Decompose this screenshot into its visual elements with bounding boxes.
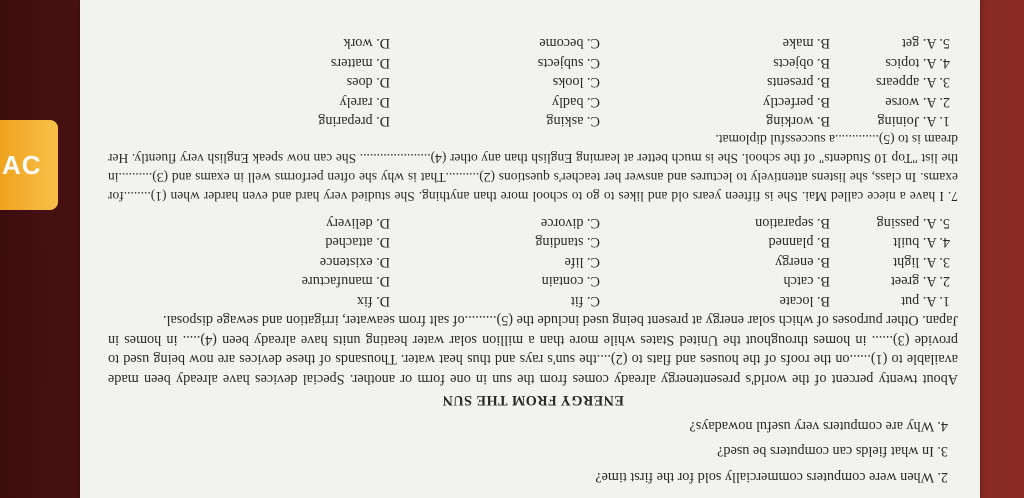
option: C. contain — [541, 273, 600, 290]
question-2: 2. When were computers commercially sold for the first time? — [595, 469, 948, 485]
reading-passage-1: About twenty percent of the world's presentenergy already comes from the sun in one form or another. Special devices have already been made available to (1)......on the roofs of the houses and flats to (2)....the sun's rays and thus heat water. Thousands of these devices are now being used to provide (3)...... in homes throughout the United States while more than a million solar water heating units have already been (4)..... in homes in Japan. Other purposes of which solar energy at present being used include the (5).........of salt from seawater, irrigation and sewage disposal. — [108, 312, 958, 387]
option: D. delivery — [326, 215, 390, 231]
options-row-1-5 — [108, 213, 950, 233]
option: C. life — [564, 254, 600, 270]
question-4: 4. Why are computers very useful nowadays? — [689, 418, 948, 434]
option: D. manufacture — [301, 273, 390, 290]
option: 3. A. light — [893, 254, 950, 270]
option: B. separation — [755, 215, 830, 231]
option: 1. A. put — [901, 293, 950, 309]
option: B. perfectly — [763, 94, 830, 110]
option: D. matters — [330, 55, 390, 71]
options-row-2-5 — [108, 33, 950, 53]
option: 2. A. worse — [885, 94, 950, 110]
option: 1. A. Joining — [877, 113, 950, 130]
option: B. planned — [768, 234, 830, 251]
option: 4. A. built — [893, 234, 950, 251]
option: C. badly — [551, 94, 600, 110]
option: C. subjects — [537, 55, 600, 71]
option: B. presents — [766, 74, 830, 91]
option: 5. A. passing — [876, 215, 950, 231]
options-row-1-2 — [108, 271, 950, 291]
option: C. standing — [535, 234, 600, 251]
option: C. fit — [570, 293, 600, 309]
option: C. divorce — [540, 215, 600, 231]
reading-passage-2: 7. I have a niece called Mai. She is fifteen years old and likes to go to school more than anything. She studied very hard and even harder when (1)........for exams. In class, she listens attentively to lectures and answer her teacher's questions (2)..........That is why she often performs well in exams and (3)..........in the list "Top 10 Students" of the school. She is much better at learning English than any other (4)..................... She can now speak English very fluently. Her dream is to (5).............a successful diplomat. — [108, 132, 958, 205]
option: 4. A. topics — [885, 55, 950, 71]
option: C. looks — [552, 74, 600, 91]
option: D. preparing — [318, 113, 390, 130]
option: 2. A. greet — [890, 273, 950, 290]
reading-title: ENERGY FROM THE SUN — [442, 392, 624, 409]
option: B. energy — [775, 254, 830, 270]
option: 5. A. get — [901, 35, 950, 52]
worksheet-paper — [80, 0, 980, 498]
options-row-2-3 — [108, 72, 950, 92]
option: C. asking — [546, 113, 600, 130]
options-row-2-2 — [108, 92, 950, 112]
orange-side-tab — [0, 120, 58, 210]
option: D. work — [343, 35, 390, 52]
option: B. working — [766, 113, 830, 130]
worksheet-content — [108, 33, 958, 486]
options-row-2-4 — [108, 53, 950, 73]
options-row-2-1 — [108, 111, 950, 131]
option: B. objects — [773, 55, 830, 71]
option: C. become — [539, 35, 600, 52]
option: B. locate — [779, 293, 830, 309]
options-row-1-1 — [108, 291, 950, 311]
option: D. does — [346, 74, 390, 91]
side-tab-text: AC — [2, 150, 42, 180]
question-3: 3. In what fields can computers be used? — [717, 443, 948, 460]
option: D. fix — [356, 293, 390, 309]
option: D. attached — [325, 234, 390, 251]
option: B. catch — [783, 273, 830, 290]
options-row-1-4 — [108, 232, 950, 252]
option: 3. A. appears — [875, 74, 950, 91]
option: D. rarely — [339, 94, 390, 110]
option: B. make — [782, 35, 830, 52]
options-row-1-3 — [108, 252, 950, 272]
option: D. existence — [319, 254, 390, 270]
